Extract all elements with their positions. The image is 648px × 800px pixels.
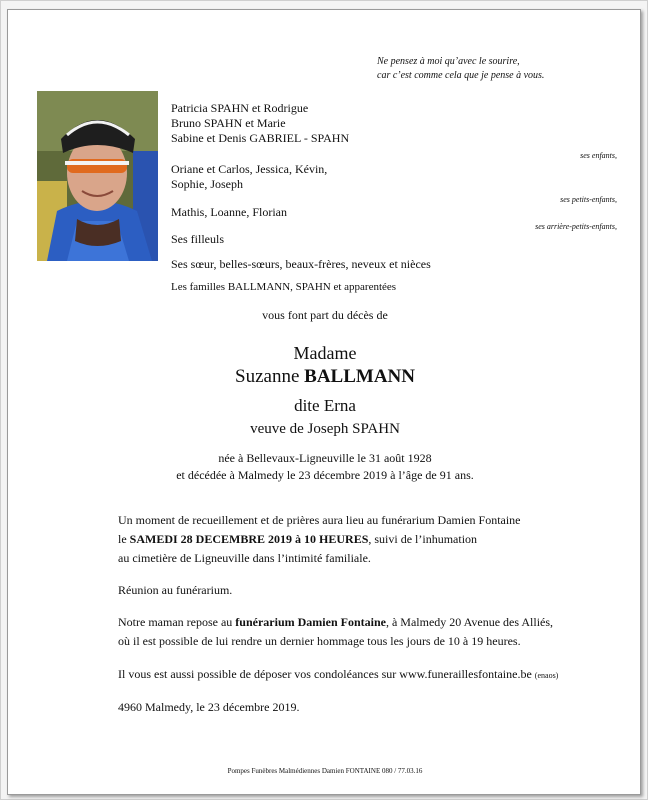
- condolences: [118, 665, 558, 685]
- deceased-title: Madame: [293, 343, 357, 363]
- meeting: Réunion au funérarium.: [118, 583, 233, 597]
- godchildren: Ses filleuls: [171, 232, 224, 246]
- grandchildren-line-2: Sophie, Joseph: [171, 177, 243, 191]
- child-line-3: Sabine et Denis GABRIEL - SPAHN: [171, 131, 350, 145]
- child-line-1: Patricia SPAHN et Rodrigue: [171, 101, 309, 115]
- announce: vous font part du décès de: [262, 308, 388, 322]
- grandchildren-block: [171, 162, 327, 192]
- siblings: Ses sœur, belles-sœurs, beaux-frères, neveux et nièces: [171, 257, 431, 271]
- deceased-last-name: BALLMANN: [304, 366, 415, 387]
- ceremony-line-3: au cimetière de Ligneuville dans l’intimité familiale.: [118, 551, 371, 565]
- place-date: 4960 Malmedy, le 23 décembre 2019.: [118, 700, 300, 714]
- condolences-suffix: (enaos): [534, 671, 559, 680]
- quote: [377, 55, 544, 83]
- grandchildren-line-1: Oriane et Carlos, Jessica, Kévin,: [171, 162, 328, 176]
- rest-line-1: [118, 613, 553, 632]
- grandchildren-label: ses petits-enfants,: [560, 195, 617, 204]
- rest-place: funérarium Damien Fontaine: [235, 615, 386, 629]
- rest-block: [118, 613, 553, 651]
- rest-pre: Notre maman repose au: [118, 615, 236, 629]
- deceased-first-name: Suzanne: [235, 366, 300, 387]
- portrait-photo: [37, 91, 158, 261]
- deceased-widow: veuve de Joseph SPAHN: [250, 421, 400, 437]
- child-line-2: Bruno SPAHN et Marie: [171, 116, 286, 130]
- rest-post: , à Malmedy 20 Avenue des Alliés,: [385, 615, 554, 629]
- families: Les familles BALLMANN, SPAHN et apparentées: [171, 281, 397, 293]
- portrait-illustration: [37, 91, 158, 261]
- ceremony-block: [118, 511, 521, 568]
- ceremony-line-2: [118, 530, 521, 549]
- quote-line-1: Ne pensez à moi qu’avec le sourire,: [377, 56, 520, 67]
- children-block: [171, 101, 349, 146]
- great-grandchildren: Mathis, Loanne, Florian: [171, 205, 287, 219]
- ceremony-line-1: Un moment de recueillement et de prières aura lieu au funérarium Damien Fontaine: [118, 513, 521, 527]
- ceremony-date: SAMEDI 28 DECEMBRE 2019 à 10 HEURES: [129, 532, 369, 546]
- death-info: et décédée à Malmedy le 23 décembre 2019 à l’âge de 91 ans.: [176, 468, 474, 482]
- rest-line-2: où il est possible de lui rendre un dernier hommage tous les jours de 10 à 19 heures.: [118, 634, 521, 648]
- obituary-page: [7, 9, 641, 795]
- deceased-alias: dite Erna: [294, 396, 356, 415]
- great-grandchildren-label: ses arrière-petits-enfants,: [535, 222, 617, 231]
- birth-info: née à Bellevaux-Ligneuville le 31 août 1928: [218, 451, 432, 465]
- footer: Pompes Funèbres Malmédiennes Damien FONTAINE 080 / 77.03.16: [227, 767, 423, 775]
- quote-line-2: car c’est comme cela que je pense à vous.: [377, 70, 545, 81]
- children-label: ses enfants,: [580, 151, 617, 160]
- ceremony-line-2-pre: le: [118, 532, 130, 546]
- ceremony-line-2-post: , suivi de l’inhumation: [368, 532, 478, 546]
- deceased-name: [8, 366, 642, 388]
- condolences-text: Il vous est aussi possible de déposer vos condoléances sur www.funeraillesfontaine.be: [118, 667, 532, 681]
